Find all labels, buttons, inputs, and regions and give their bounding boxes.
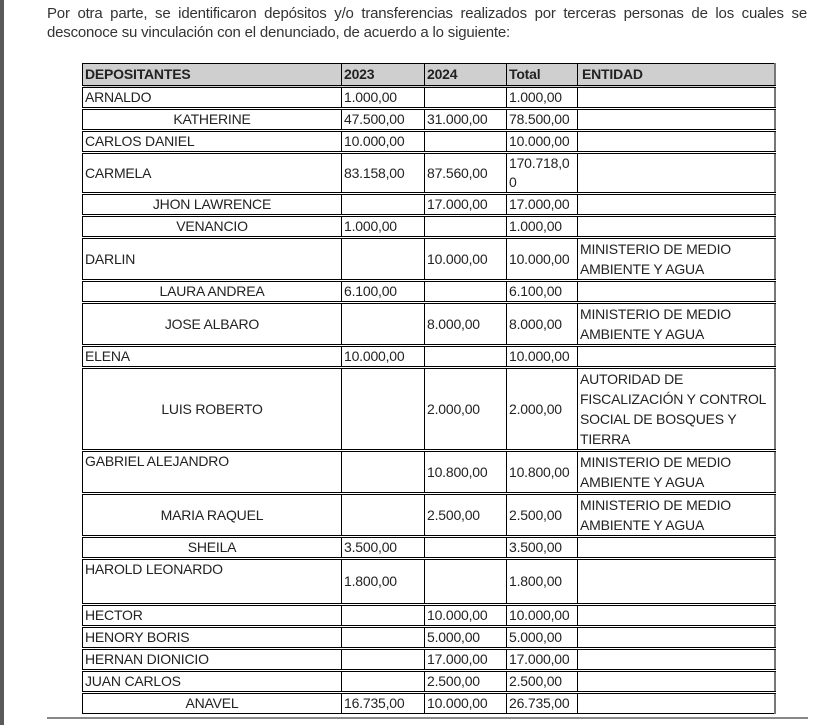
amount-2023-cell: 10.000,00 [342, 346, 425, 368]
depositor-name-cell: ANAVEL [83, 693, 342, 714]
depositor-name-cell: LAURA ANDREA [83, 281, 342, 303]
total-cell: 26.735,00 [507, 693, 578, 714]
amount-2024-cell: 10.800,00 [425, 451, 507, 494]
amount-2024-cell: 5.000,00 [425, 627, 507, 649]
depositor-name-cell: CARLOS DANIEL [83, 131, 342, 153]
table-row [83, 605, 776, 627]
total-cell: 1.800,00 [507, 559, 578, 605]
table-row [83, 346, 776, 368]
amount-2024-cell: 10.000,00 [425, 238, 507, 281]
table-row [83, 494, 776, 537]
depositors-table-container [82, 63, 776, 714]
amount-2023-cell [342, 451, 425, 494]
depositor-name-cell: DARLIN [83, 238, 342, 281]
entity-cell: MINISTERIO DE MEDIO AMBIENTE Y AGUA [578, 238, 776, 281]
total-cell: 10.000,00 [507, 131, 578, 153]
page-bottom-rule [47, 717, 808, 719]
table-row [83, 693, 776, 714]
depositor-name-cell: CARMELA [83, 153, 342, 194]
total-cell: 17.000,00 [507, 649, 578, 671]
amount-2024-cell: 2.500,00 [425, 671, 507, 693]
depositor-name-cell: ELENA [83, 346, 342, 368]
entity-cell [578, 153, 776, 194]
entity-cell [578, 537, 776, 559]
table-header-row [83, 64, 776, 87]
total-cell: 10.000,00 [507, 605, 578, 627]
amount-2023-cell: 3.500,00 [342, 537, 425, 559]
entity-cell [578, 216, 776, 238]
depositor-name-cell: JOSE ALBARO [83, 303, 342, 346]
entity-cell [578, 693, 776, 714]
header-total: Total [507, 64, 578, 87]
total-cell: 5.000,00 [507, 627, 578, 649]
amount-2023-cell: 1.000,00 [342, 87, 425, 109]
table-row [83, 537, 776, 559]
amount-2023-cell: 83.158,00 [342, 153, 425, 194]
depositors-table [82, 63, 776, 714]
table-row [83, 109, 776, 131]
depositor-name-cell: HAROLD LEONARDO [83, 559, 342, 605]
header-entidad: ENTIDAD [578, 64, 776, 87]
header-depositantes: DEPOSITANTES [83, 64, 342, 87]
depositor-name-cell: JHON LAWRENCE [83, 194, 342, 216]
table-row [83, 281, 776, 303]
entity-cell [578, 281, 776, 303]
total-cell: 10.800,00 [507, 451, 578, 494]
amount-2023-cell [342, 671, 425, 693]
amount-2024-cell [425, 346, 507, 368]
depositor-name-cell: SHEILA [83, 537, 342, 559]
table-row [83, 216, 776, 238]
entity-cell: AUTORIDAD DE FISCALIZACIÓN Y CONTROL SOCIAL DE BOSQUES Y TIERRA [578, 368, 776, 451]
entity-cell [578, 109, 776, 131]
amount-2024-cell [425, 281, 507, 303]
entity-cell [578, 605, 776, 627]
table-row [83, 627, 776, 649]
amount-2024-cell [425, 537, 507, 559]
table-row [83, 451, 776, 494]
amount-2023-cell: 1.000,00 [342, 216, 425, 238]
depositor-name-cell: HENORY BORIS [83, 627, 342, 649]
table-row [83, 559, 776, 605]
entity-cell [578, 649, 776, 671]
table-row [83, 671, 776, 693]
amount-2024-cell: 10.000,00 [425, 605, 507, 627]
table-row [83, 649, 776, 671]
entity-cell [578, 627, 776, 649]
total-cell: 17.000,00 [507, 194, 578, 216]
total-cell: 10.000,00 [507, 238, 578, 281]
amount-2024-cell [425, 559, 507, 605]
entity-cell: MINISTERIO DE MEDIO AMBIENTE Y AGUA [578, 494, 776, 537]
table-row [83, 131, 776, 153]
depositor-name-cell: MARIA RAQUEL [83, 494, 342, 537]
total-cell: 3.500,00 [507, 537, 578, 559]
amount-2024-cell: 2.000,00 [425, 368, 507, 451]
amount-2024-cell: 8.000,00 [425, 303, 507, 346]
amount-2024-cell: 2.500,00 [425, 494, 507, 537]
amount-2023-cell: 16.735,00 [342, 693, 425, 714]
depositor-name-cell: JUAN CARLOS [83, 671, 342, 693]
depositor-name-cell: ARNALDO [83, 87, 342, 109]
entity-cell [578, 131, 776, 153]
table-row [83, 153, 776, 194]
depositor-name-cell: GABRIEL ALEJANDRO [83, 451, 342, 494]
table-row [83, 238, 776, 281]
table-row [83, 194, 776, 216]
amount-2023-cell [342, 238, 425, 281]
total-cell: 1.000,00 [507, 216, 578, 238]
entity-cell [578, 194, 776, 216]
amount-2023-cell: 47.500,00 [342, 109, 425, 131]
amount-2024-cell [425, 131, 507, 153]
amount-2023-cell [342, 303, 425, 346]
amount-2024-cell: 17.000,00 [425, 649, 507, 671]
depositor-name-cell: KATHERINE [83, 109, 342, 131]
table-body [83, 87, 776, 714]
intro-paragraph: Por otra parte, se identificaron depósitos y/o transferencias realizados por terceras personas de los cuales se desconoce su vinculación con el denunciado, de acuerdo a lo siguiente: [47, 5, 807, 41]
amount-2024-cell [425, 87, 507, 109]
total-cell: 6.100,00 [507, 281, 578, 303]
table-row [83, 368, 776, 451]
entity-cell [578, 346, 776, 368]
total-cell: 2.500,00 [507, 494, 578, 537]
amount-2023-cell [342, 494, 425, 537]
amount-2023-cell: 10.000,00 [342, 131, 425, 153]
amount-2023-cell [342, 194, 425, 216]
amount-2024-cell [425, 216, 507, 238]
amount-2023-cell [342, 605, 425, 627]
header-2023: 2023 [342, 64, 425, 87]
total-cell: 78.500,00 [507, 109, 578, 131]
total-cell: 2.500,00 [507, 671, 578, 693]
amount-2024-cell: 31.000,00 [425, 109, 507, 131]
total-cell: 10.000,00 [507, 346, 578, 368]
total-cell: 1.000,00 [507, 87, 578, 109]
entity-cell [578, 671, 776, 693]
entity-cell [578, 559, 776, 605]
amount-2023-cell [342, 649, 425, 671]
amount-2024-cell: 17.000,00 [425, 194, 507, 216]
entity-cell: MINISTERIO DE MEDIO AMBIENTE Y AGUA [578, 303, 776, 346]
total-cell: 2.000,00 [507, 368, 578, 451]
amount-2024-cell: 10.000,00 [425, 693, 507, 714]
depositor-name-cell: VENANCIO [83, 216, 342, 238]
depositor-name-cell: HERNAN DIONICIO [83, 649, 342, 671]
table-row [83, 303, 776, 346]
amount-2023-cell [342, 627, 425, 649]
amount-2023-cell [342, 368, 425, 451]
page-left-border [0, 0, 4, 725]
amount-2023-cell: 6.100,00 [342, 281, 425, 303]
depositor-name-cell: LUIS ROBERTO [83, 368, 342, 451]
table-row [83, 87, 776, 109]
amount-2024-cell: 87.560,00 [425, 153, 507, 194]
entity-cell [578, 87, 776, 109]
entity-cell: MINISTERIO DE MEDIO AMBIENTE Y AGUA [578, 451, 776, 494]
total-cell: 8.000,00 [507, 303, 578, 346]
amount-2023-cell: 1.800,00 [342, 559, 425, 605]
header-2024: 2024 [425, 64, 507, 87]
total-cell: 170.718,00 [507, 153, 578, 194]
depositor-name-cell: HECTOR [83, 605, 342, 627]
